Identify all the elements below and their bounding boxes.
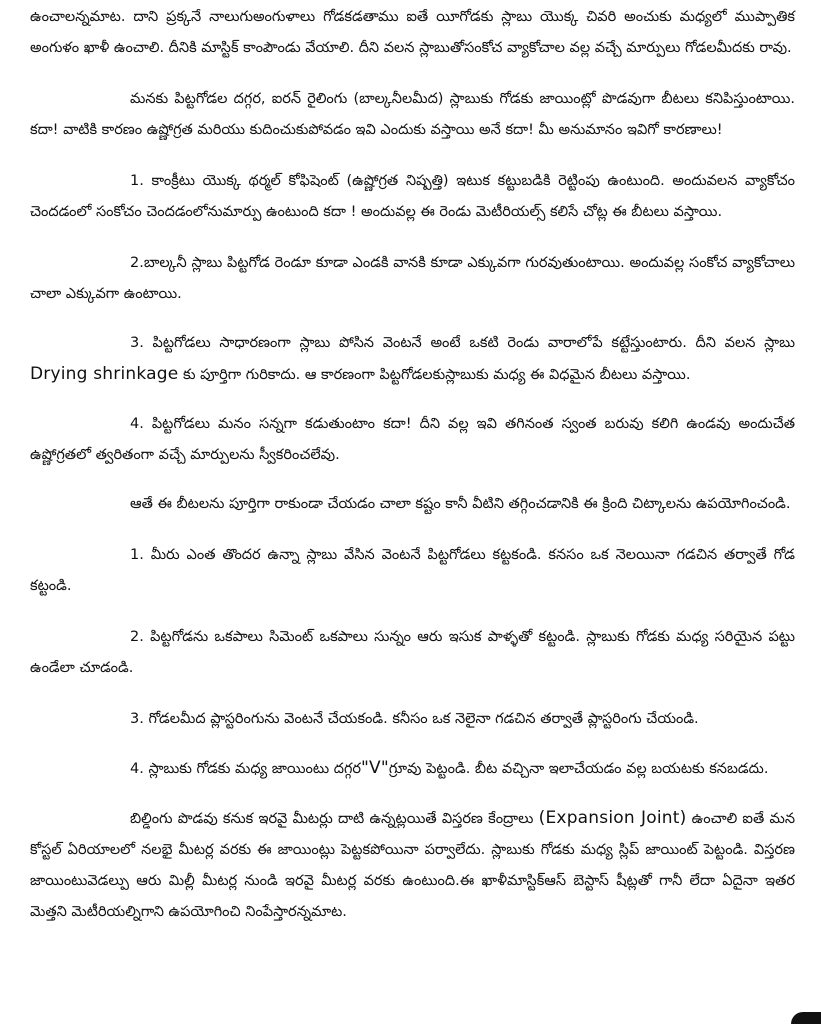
reason-3-text-before: 3. పిట్టగోడలు సాధారణంగా స్లాబు పోసిన వెంటనే అంటే ఒకటి రెండు వారాలోపే కట్టేస్తుంటారు. దీని వలన స్లాబు — [130, 335, 795, 351]
expansion-latin-term: (Expansion Joint) — [538, 808, 687, 828]
paragraph-reason-1: 1. కాంక్రీటు యొక్క థర్మల్ కోఫిషెంట్ (ఉష్ణోగ్రత నిష్పత్తి) ఇటుక కట్టుబడికి రెట్టింపు ఉంటుంది. అందువలన వ్యాకోచం చెందడంలో సంకోచం చెందడంలోనుమార్పు ఉంటుంది కదా ! అందువల్ల ఈ రెండు మెటీరియల్స్ కలిసే చోట్ల ఈ బీటలు వస్తాయి. — [30, 173, 795, 220]
paragraph-tip-2: 2. పిట్టగోడను ఒకపాలు సిమెంట్ ఒకపాలు సున్నం ఆరు ఇసుక పాళ్ళతో కట్టండి. స్లాబుకు గోడకు మధ్య సరియైన పట్టు ఉండేలా చూడండి. — [30, 629, 795, 676]
page-corner-mark — [791, 1012, 821, 1024]
paragraph-tip-1: 1. మీరు ఎంత తొందర ఉన్నా స్లాబు వేసిన వెంటనే పిట్టగోడలు కట్టకండి. కనసం ఒక నెలయినా గడచిన తర్వాతే గోడ కట్టండి. — [30, 547, 795, 594]
expansion-text-after: ఉంచాలి ఐతే మన కోస్టల్ ఏరియాలలో నలభై మీటర్ల వరకు ఈ జాయింట్లు పెట్టకపోయినా పర్వాలేదు. స్లాబుకు గోడకు మధ్య స్లిప్ జాయింట్ పెట్టండి. విస్తరణ జాయింటువెడల్పు ఆరు మిల్లీ మీటర్ల నుండి ఇరవై మీటర్ల వరకు ఉంటుంది.ఈ ఖాళీమాస్టిక్ఆస్ బెస్టాస్ షీట్లతో గానీ లేదా ఏదైనా ఇతర మెత్తని మెటీరియల్నిగాని ఉపయోగించి నింపేస్తారన్నమాట. — [30, 811, 795, 920]
reason-3-text-after: కు పూర్తిగా గురికాదు. ఆ కారణంగా పిట్టగోడలకుస్లాబుకు మధ్య ఈ విధమైన బీటలు వస్తాయి. — [178, 367, 691, 383]
paragraph-tips-intro: ఆతే ఈ బీటలను పూర్తిగా రాకుండా చేయడం చాలా కష్టం కానీ వీటిని తగ్గించడానికి ఈ క్రింది చిట్కాలను ఉపయోగించండి. — [130, 496, 791, 512]
tip-4-latin-term: "V" — [361, 758, 389, 778]
paragraph-reason-3 — [30, 328, 795, 391]
paragraph-tip-3: 3. గోడలమీద ప్లాస్టరింగును వెంటనే చేయకండి. కనీసం ఒక నెలైనా గడచిన తర్వాతే ప్లాస్టరింగు చేయండి. — [130, 711, 699, 727]
expansion-text-before: బిల్డింగు పొడవు కనుక ఇరవై మీటర్లు దాటి ఉన్నట్లయితే విస్తరణ కేంద్రాలు — [130, 811, 539, 827]
paragraph-expansion-joint — [30, 803, 795, 928]
paragraph-tip-4 — [30, 753, 795, 785]
reason-3-latin-term: Drying shrinkage — [30, 364, 179, 384]
paragraph-intro-cracks: మనకు పిట్టగోడల దగ్గర, ఐరన్ రైలింగు (బాల్కనీలమీద) స్లాబుకు గోడకు జాయింట్లో పొడవుగా బీటలు కనిపిస్తుంటాయి. కదా! వాటికి కారణం ఉష్ణోగ్రత మరియు కుదించుకుపోవడం ఇవి ఎందుకు వస్తాయి అనే కదా! మీ అనుమానం ఇవిగో కారణాలు! — [30, 91, 795, 138]
paragraph-reason-4: 4. పిట్టగోడలు మనం సన్నగా కడుతుంటాం కదా! దీని వల్ల ఇవి తగినంత స్వంత బరువు కలిగి ఉండవు అందుచేత ఉష్ణోగ్రతలో త్వరితంగా వచ్చే మార్పులను స్వీకరించలేవు. — [30, 416, 795, 463]
tip-4-text-before: 4. స్లాబుకు గోడకు మధ్య జాయింటు దగ్గర — [130, 761, 362, 777]
paragraph-reason-2: 2.బాల్కనీ స్లాబు పిట్టగోడ రెండూ కూడా ఎండకి వానకి కూడా ఎక్కువగా గురవుతుంటాయి. అందువల్ల సంకోచ వ్యాకోచాలు చాలా ఎక్కువగా ఉంటాయి. — [30, 255, 795, 302]
paragraph-continuation: ఉంచాలన్నమాట. దాని ప్రక్కనే నాలుగుఅంగుళాలు గోడకడతాము ఐతే యీగోడకు స్లాబు యొక్క చివరి అంచుకు మధ్యలో ముప్పాతిక అంగుళం ఖాళీ ఉంచాలి. దీనికి మాస్టిక్ కాంపౌండు వేయాలి. దీని వలన స్లాబుతోసంకోచ వ్యాకోచాల వల్ల వచ్చే మార్పులు గోడలమీదకు రావు. — [30, 9, 795, 56]
tip-4-text-after: గ్రూవు పెట్టండి. బీట వచ్చినా ఇలాచేయడం వల్ల బయటకు కనబడదు. — [388, 761, 769, 777]
